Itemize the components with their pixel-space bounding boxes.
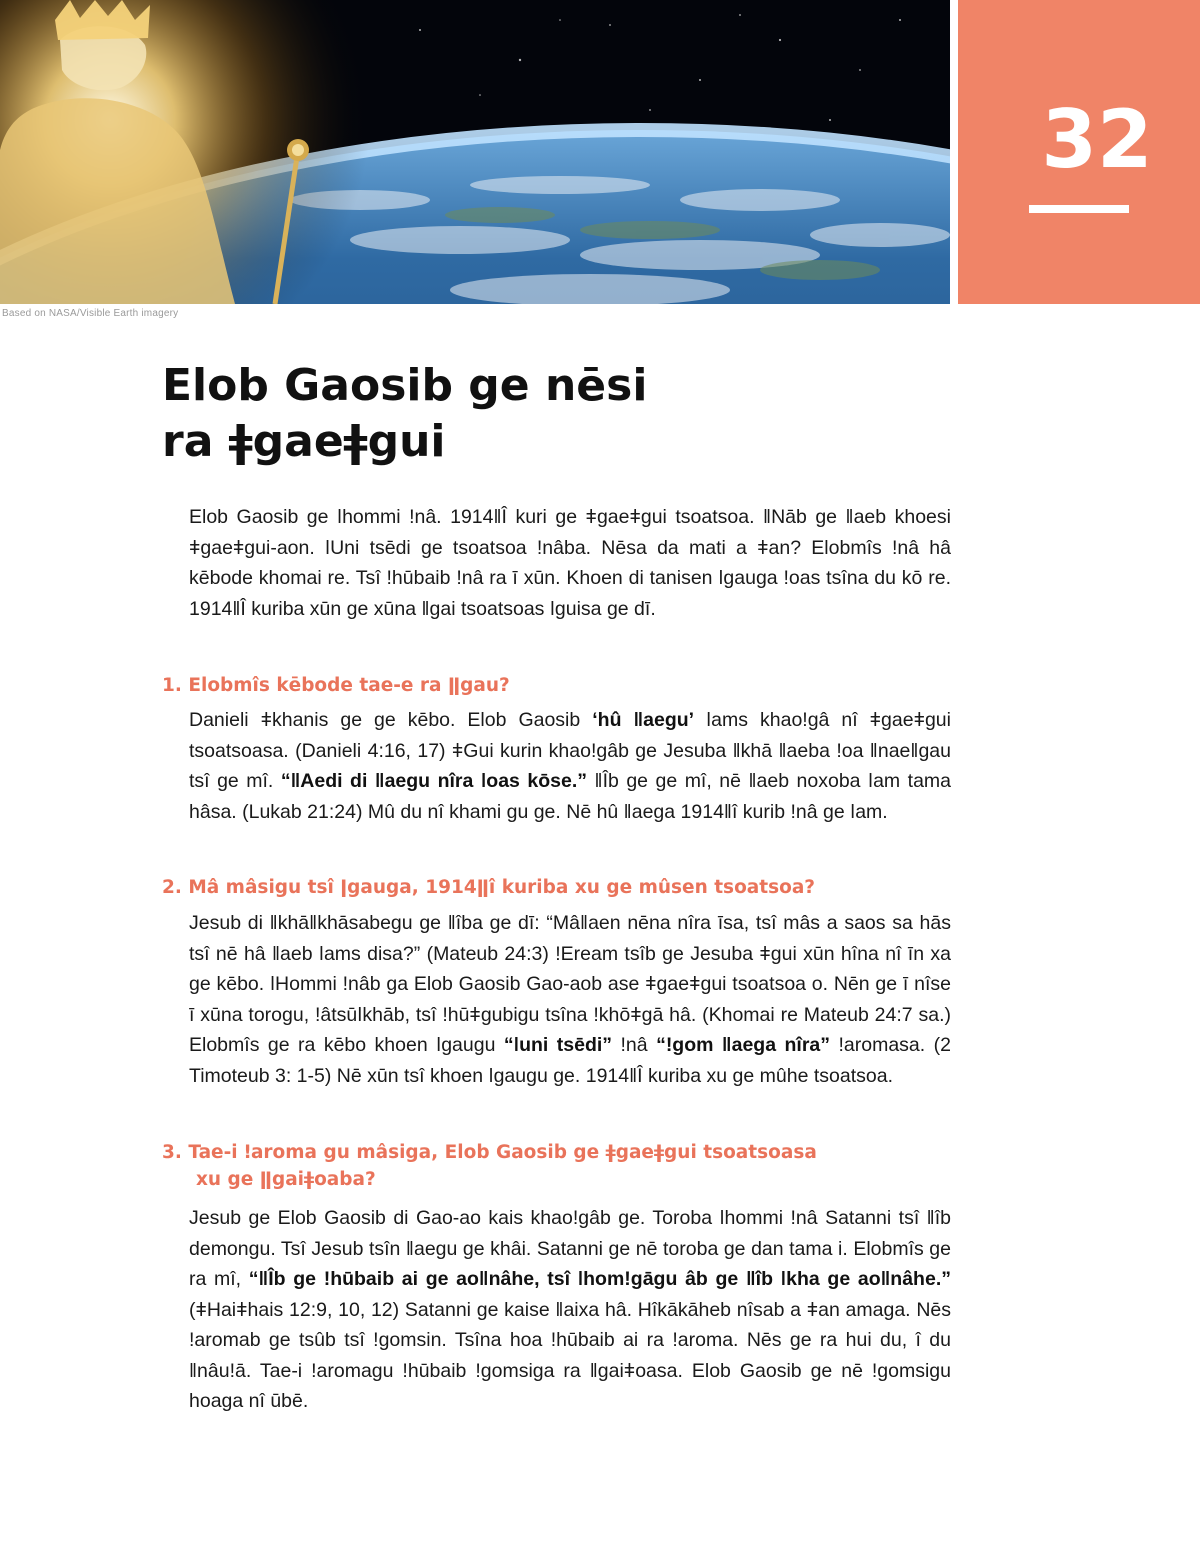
answer-3-text-b: (ǂHaiǂhais 12:9, 10, 12) Satanni ge kaise ǁaixa hâ. Hîkākāheb nîsab a ǂan amaga. Nēs ǃaromab ge tsûb tsî ǃgomsin. Tsîna hoa ǃhūbaib ai ra ǃaroma. Nēs ge ra hui du, î du ǁnâuǃā. Tae-i ǃaromagu ǃhūbaib ǃgomsiga ra ǁgaiǂoasa. Elob Gaosib ge nē ǃgomsigu hoaga nî ūbē.: [189, 1298, 951, 1412]
question-3: [162, 1139, 952, 1193]
title-line-1: Elob Gaosib ge nēsi: [162, 360, 648, 411]
chapter-underline: [1029, 205, 1129, 213]
answer-2-paragraph: [189, 908, 951, 1091]
earth-illustration: [0, 0, 950, 304]
answer-1-text-c: ǁÎb ge ge mî, nē ǁaeb noxoba ǀam tama hâsa. (Lukab 21:24) Mû du nî khami gu ge. Nē hû ǁaega 1914ǁî kurib ǃnâ ge ǀam.: [189, 770, 952, 823]
question-2: 2. Mâ mâsigu tsî ǀgauga, 1914ǁî kuriba xu ge mûsen tsoatsoa?: [162, 877, 816, 898]
answer-2-bold-a: “ǀuni tsēdi”: [503, 1034, 613, 1056]
answer-1-text-b: ǀams khaoǃgâ nî ǂgaeǂgui tsoatsoasa. (Danieli 4:16, 17) ǂGui kurin khaoǃgâb ge Jesuba ǁkhā ǁaeba ǃoa ǁnaeǁgau tsî ge mî.: [189, 709, 951, 792]
answer-2-text-b: ǃnâ: [612, 1034, 657, 1056]
answer-3-text-a: Jesub ge Elob Gaosib di Gao-ao kais khaoǃgâb ge. Toroba ǀhommi ǃnâ Satanni tsî ǁîb demongu. Tsî Jesub tsîn ǁaegu ge khâi. Satanni ge nē toroba ge dan tama i. Elobmîs ge ra mî,: [189, 1207, 951, 1290]
answer-1-bold-b: “ǁAedi di ǁaegu nîra ǀoas kōse.”: [280, 770, 588, 792]
question-3-line-2: xu ge ǁgaiǂoaba?: [196, 1169, 376, 1190]
question-1: 1. Elobmîs kēbode tae-e ra ǁgau?: [162, 675, 510, 696]
page-title: [162, 358, 922, 470]
answer-2-text-a: Jesub di ǁkhāǁkhāsabegu ge ǁîba ge dī: “Mâǁaen nēna nîra īsa, tsî mâs a saos sa hās tsî nē hâ ǁaeb ǀams disa?” (Mateub 24:3) ǃEream tsîb ge Jesuba ǂgui xūn hîna nî īn xa ge kēbo. ǀHommi ǃnâb ga Elob Gaosib Gao-aob ase ǂgaeǂgui tsoatsoa o. Nēn ge ī nîse ī xūna torogu, ǃâtsūǀkhāb, tsî ǃhūǂgubigu tsîna ǃkhōǂgā hâ. (Khomai re Mateub 24:7 sa.) Elobmîs ge ra kēbo khoen ǀgaugu: [189, 912, 951, 1056]
answer-3-paragraph: [189, 1203, 951, 1417]
answer-1-paragraph: [189, 705, 951, 827]
intro-paragraph: Elob Gaosib ge ǀhommi ǃnâ. 1914ǁÎ kuri ge ǂgaeǂgui tsoatsoa. ǁNāb ge ǁaeb khoesi ǂgaeǂgui-aon. ǀUni tsēdi ge tsoatsoa ǃnâba. Nēsa da mati a ǂan? Elobmîs ǃnâ hâ kēbode khomai re. Tsî ǃhūbaib ǃnâ ra ī xūn. Khoen di tanisen ǀgauga ǃoas tsîna du kō re. 1914ǁÎ kuriba xūn ge xūna ǁgai tsoatsoas ǀguisa ge dī.: [189, 506, 951, 620]
image-credit: Based on NASA/Visible Earth imagery: [2, 308, 179, 319]
answer-1-bold-a: ‘hû ǁaegu’: [592, 709, 695, 731]
answer-3-bold-a: “ǁÎb ge ǃhūbaib ai ge aoǁnâhe, tsî ǀhomǃgāgu âb ge ǁîb ǀkha ge aoǁnâhe.”: [248, 1268, 951, 1290]
title-line-2: ra ǂgaeǂgui: [162, 416, 446, 467]
answer-2-text-c: ǃaromasa. (2 Timoteub 3: 1-5) Nē xūn tsî khoen ǀgaugu ge. 1914ǁÎ kuriba xu ge mûhe tsoatsoa.: [189, 1034, 951, 1087]
question-3-line-1: 3. Tae-i ǃaroma gu mâsiga, Elob Gaosib ge ǂgaeǂgui tsoatsoasa: [162, 1142, 817, 1163]
answer-2-bold-b: “ǃgom ǁaega nîra”: [656, 1034, 831, 1056]
answer-1-text-a: Danieli ǂkhanis ge ge kēbo. Elob Gaosib: [189, 709, 593, 731]
chapter-number: 32: [1041, 93, 1153, 186]
hero-image: [0, 0, 950, 304]
chapter-badge: [958, 0, 1200, 304]
